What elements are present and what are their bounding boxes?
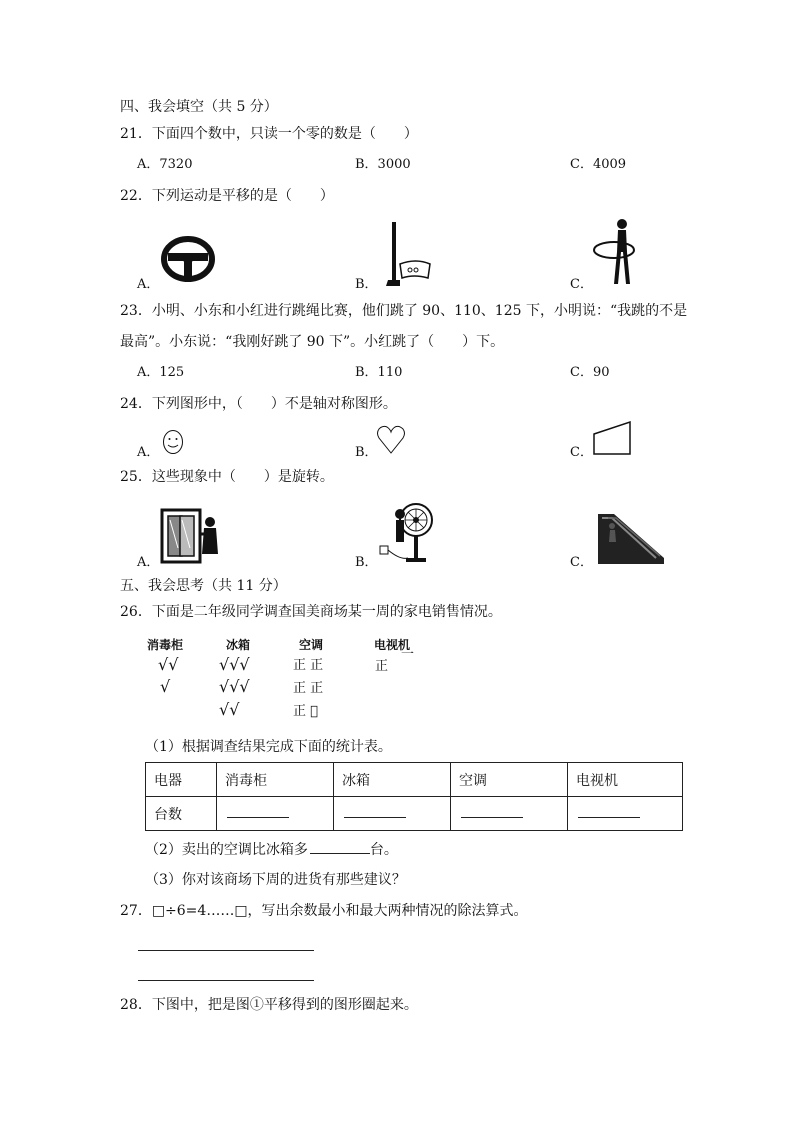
table-cell: 冰箱 — [334, 763, 451, 797]
q24-option-a: A． — [137, 445, 160, 460]
tally-mark: 正 — [375, 659, 389, 674]
steering-wheel-image — [160, 235, 216, 283]
tally-mark: 一 — [401, 647, 415, 662]
table-cell: 消毒柜 — [217, 763, 334, 797]
blank-bingxiang[interactable] — [334, 797, 451, 831]
smiley-face-icon — [162, 429, 184, 455]
q23-option-a: A．125 — [137, 365, 185, 380]
escalator-image — [594, 506, 668, 566]
table-cell: 台数 — [146, 797, 217, 831]
q21-stem: 21．下面四个数中，只读一个零的数是（ ） — [120, 126, 418, 142]
q24-stem: 24．下列图形中，（ ）不是轴对称图形。 — [120, 396, 397, 412]
section-5-title: 五、我会思考（共 11 分） — [120, 578, 287, 594]
section-4-title: 四、我会填空（共 5 分） — [120, 99, 278, 115]
trapezoid-icon — [592, 420, 632, 456]
q21-option-b: B．3000 — [355, 157, 411, 172]
tally-header-dianshiji: 电视机 — [374, 638, 411, 652]
blank-kongtiao[interactable] — [451, 797, 568, 831]
q26-sub3: （3）你对该商场下周的进货有那些建议？ — [145, 872, 406, 888]
statistics-table — [145, 762, 683, 831]
q26-sub2 — [145, 843, 398, 857]
q24-option-c: C． — [570, 445, 593, 460]
q25-option-c: C． — [570, 555, 593, 570]
q21-option-c: C．4009 — [570, 157, 627, 172]
tally-header-kongtiao: 空调 — [299, 638, 324, 652]
tally-mark: √√√ — [219, 677, 250, 696]
q23-option-b: B．110 — [355, 365, 403, 380]
mop-image — [382, 220, 434, 290]
q26-stem: 26．下面是二年级同学调查国美商场某一周的家电销售情况。 — [120, 604, 502, 620]
q25-option-a: A． — [137, 555, 160, 570]
q22-option-c: C． — [570, 277, 593, 292]
q27-answer-line-2[interactable] — [138, 980, 314, 981]
tally-mark: 正 正 — [293, 681, 324, 696]
table-cell: 电视机 — [568, 763, 683, 797]
q27-stem: 27．□÷6=4……□，写出余数最小和最大两种情况的除法算式。 — [120, 903, 528, 919]
blank-xiaodugui[interactable] — [217, 797, 334, 831]
q22-option-b: B． — [355, 277, 378, 292]
q22-stem: 22．下列运动是平移的是（ ） — [120, 188, 334, 204]
q21-option-a: A．7320 — [137, 157, 193, 172]
q24-option-b: B． — [355, 445, 378, 460]
tally-mark: √√ — [158, 655, 179, 674]
tally-mark: 正 正 — [293, 658, 324, 673]
q22-option-a: A． — [137, 277, 160, 292]
q23-stem-line2: 最高”。小东说：“我刚好跳了 90 下”。小红跳了（ ）下。 — [120, 334, 505, 350]
tally-mark: √√√ — [219, 655, 250, 674]
tally-header-xiaodugui: 消毒柜 — [147, 638, 184, 652]
q28-stem: 28．下图中，把是图①平移得到的图形圈起来。 — [120, 997, 418, 1013]
q25-option-b: B． — [355, 555, 378, 570]
window-slide-image — [160, 508, 222, 564]
q25-stem: 25．这些现象中（ ）是旋转。 — [120, 469, 334, 485]
tally-mark: 正 𠄠 — [293, 704, 318, 719]
tally-mark: √√ — [219, 700, 240, 719]
hula-hoop-image — [592, 218, 644, 290]
tally-header-bingxiang: 冰箱 — [226, 638, 251, 652]
q27-answer-line-1[interactable] — [138, 950, 314, 951]
heart-icon — [376, 425, 406, 455]
q26-sub2-blank[interactable] — [310, 843, 370, 854]
q26-sub1: （1）根据调查结果完成下面的统计表。 — [145, 739, 392, 755]
table-cell: 电器 — [146, 763, 217, 797]
q23-option-c: C．90 — [570, 365, 610, 380]
table-cell: 空调 — [451, 763, 568, 797]
electric-fan-image — [378, 500, 438, 566]
q26-sub2-unit: 台。 — [369, 842, 398, 858]
blank-dianshiji[interactable] — [568, 797, 683, 831]
q26-sub2-text: （2）卖出的空调比冰箱多 — [145, 842, 308, 858]
q23-stem-line1: 23．小明、小东和小红进行跳绳比赛，他们跳了 90、110、125 下，小明说：“我跳的不是 — [120, 303, 688, 319]
tally-mark: √ — [160, 677, 171, 696]
